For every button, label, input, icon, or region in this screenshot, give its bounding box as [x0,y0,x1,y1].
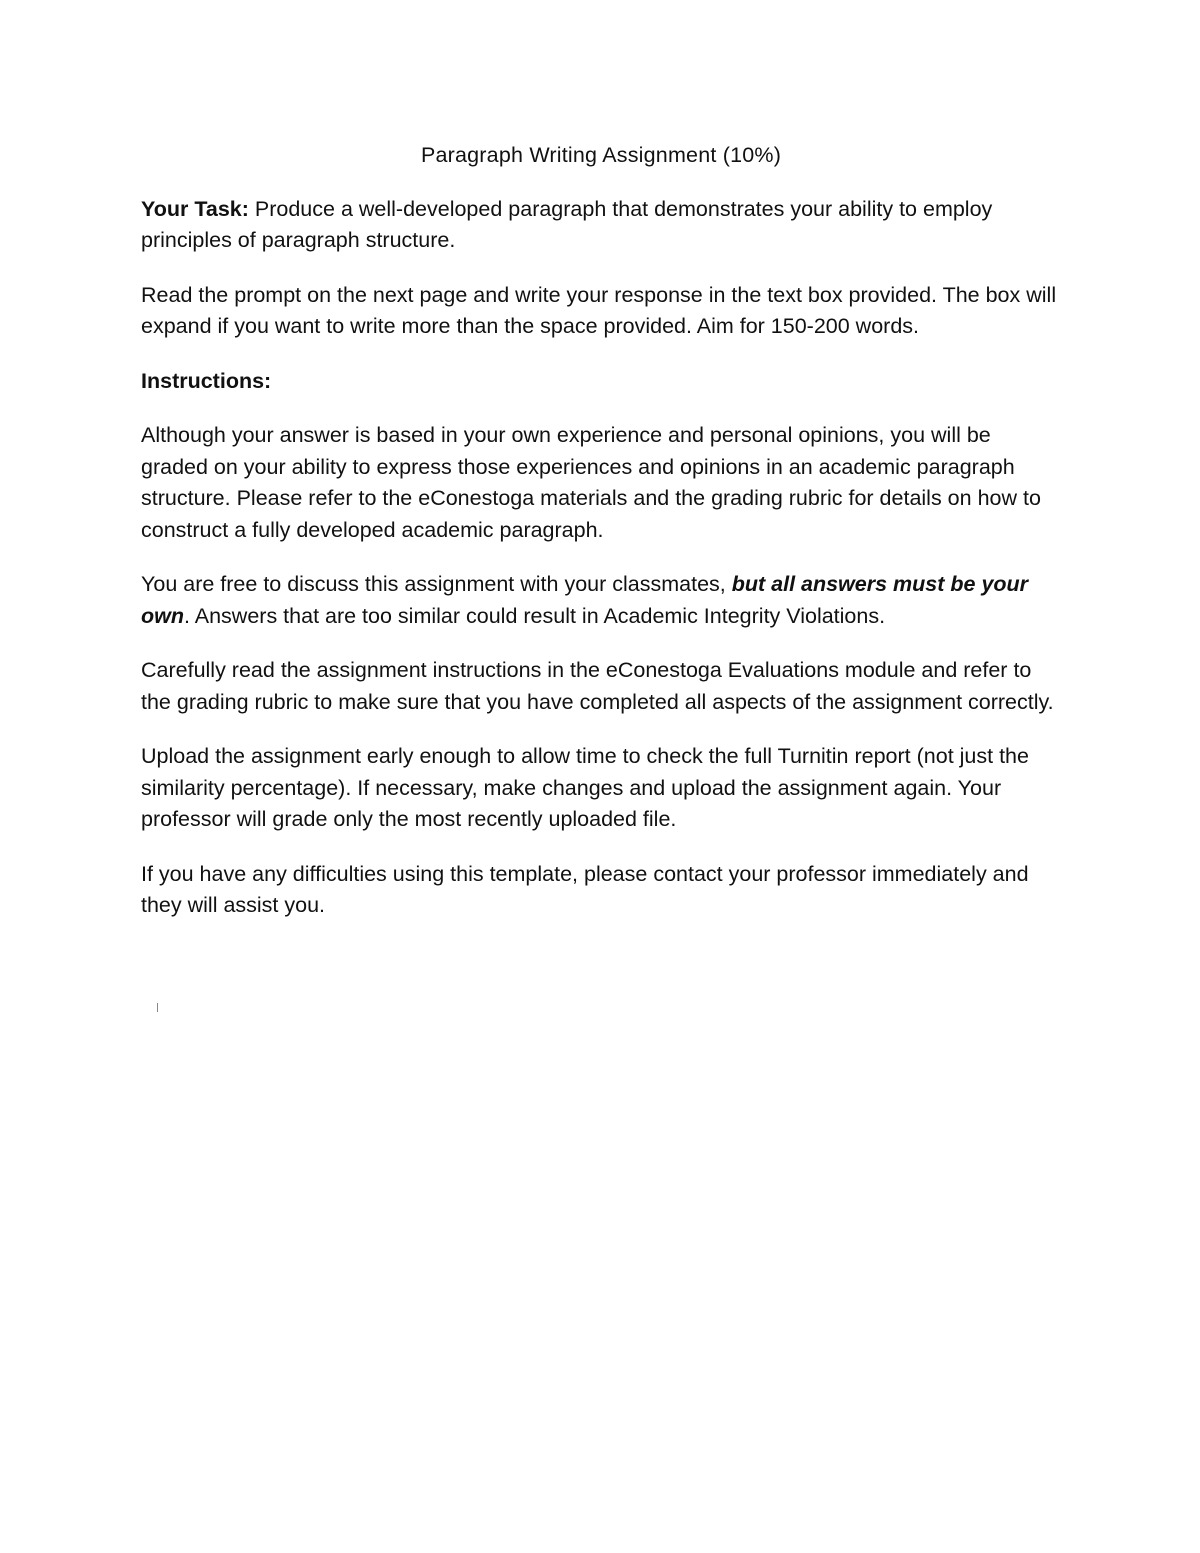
task-text: Produce a well-developed paragraph that demonstrates your ability to employ principles of paragraph structure. [141,196,993,252]
integrity-emphasis: but all answers must be your own [141,572,1029,628]
contact-paragraph: If you have any difficulties using this template, please contact your professor immediately and they will assist you. [141,861,1029,917]
prompt-paragraph: Read the prompt on the next page and write your response in the text box provided. The box will expand if you want to write more than the space provided. Aim for 150-200 words. [141,282,1057,338]
integrity-text-after: . Answers that are too similar could result in Academic Integrity Violations. [184,603,886,628]
task-label: Your Task: [141,196,249,221]
scan-mark [157,1003,158,1012]
integrity-paragraph [141,569,1061,632]
read-instructions-paragraph: Carefully read the assignment instructions in the eConestoga Evaluations module and refer to the grading rubric to make sure that you have completed all aspects of the assignment correctly. [141,658,1054,714]
instructions-heading: Instructions: [141,368,272,393]
integrity-text-before: You are free to discuss this assignment with your classmates, [141,572,732,596]
grading-paragraph: Although your answer is based in your own experience and personal opinions, you will be graded on your ability to express those experiences and opinions in an academic paragraph structure. Please refer to the eConestoga materials and the grading rubric for details on how to construct a fully developed academic paragraph. [141,423,1041,542]
document-content [141,140,1061,945]
upload-paragraph: Upload the assignment early enough to allow time to check the full Turnitin report (not just the similarity percentage). If necessary, make changes and upload the assignment again. Your professor will grade only the most recently uploaded file. [141,744,1029,831]
task-paragraph [141,194,1061,257]
page-title: Paragraph Writing Assignment (10%) [420,143,782,167]
